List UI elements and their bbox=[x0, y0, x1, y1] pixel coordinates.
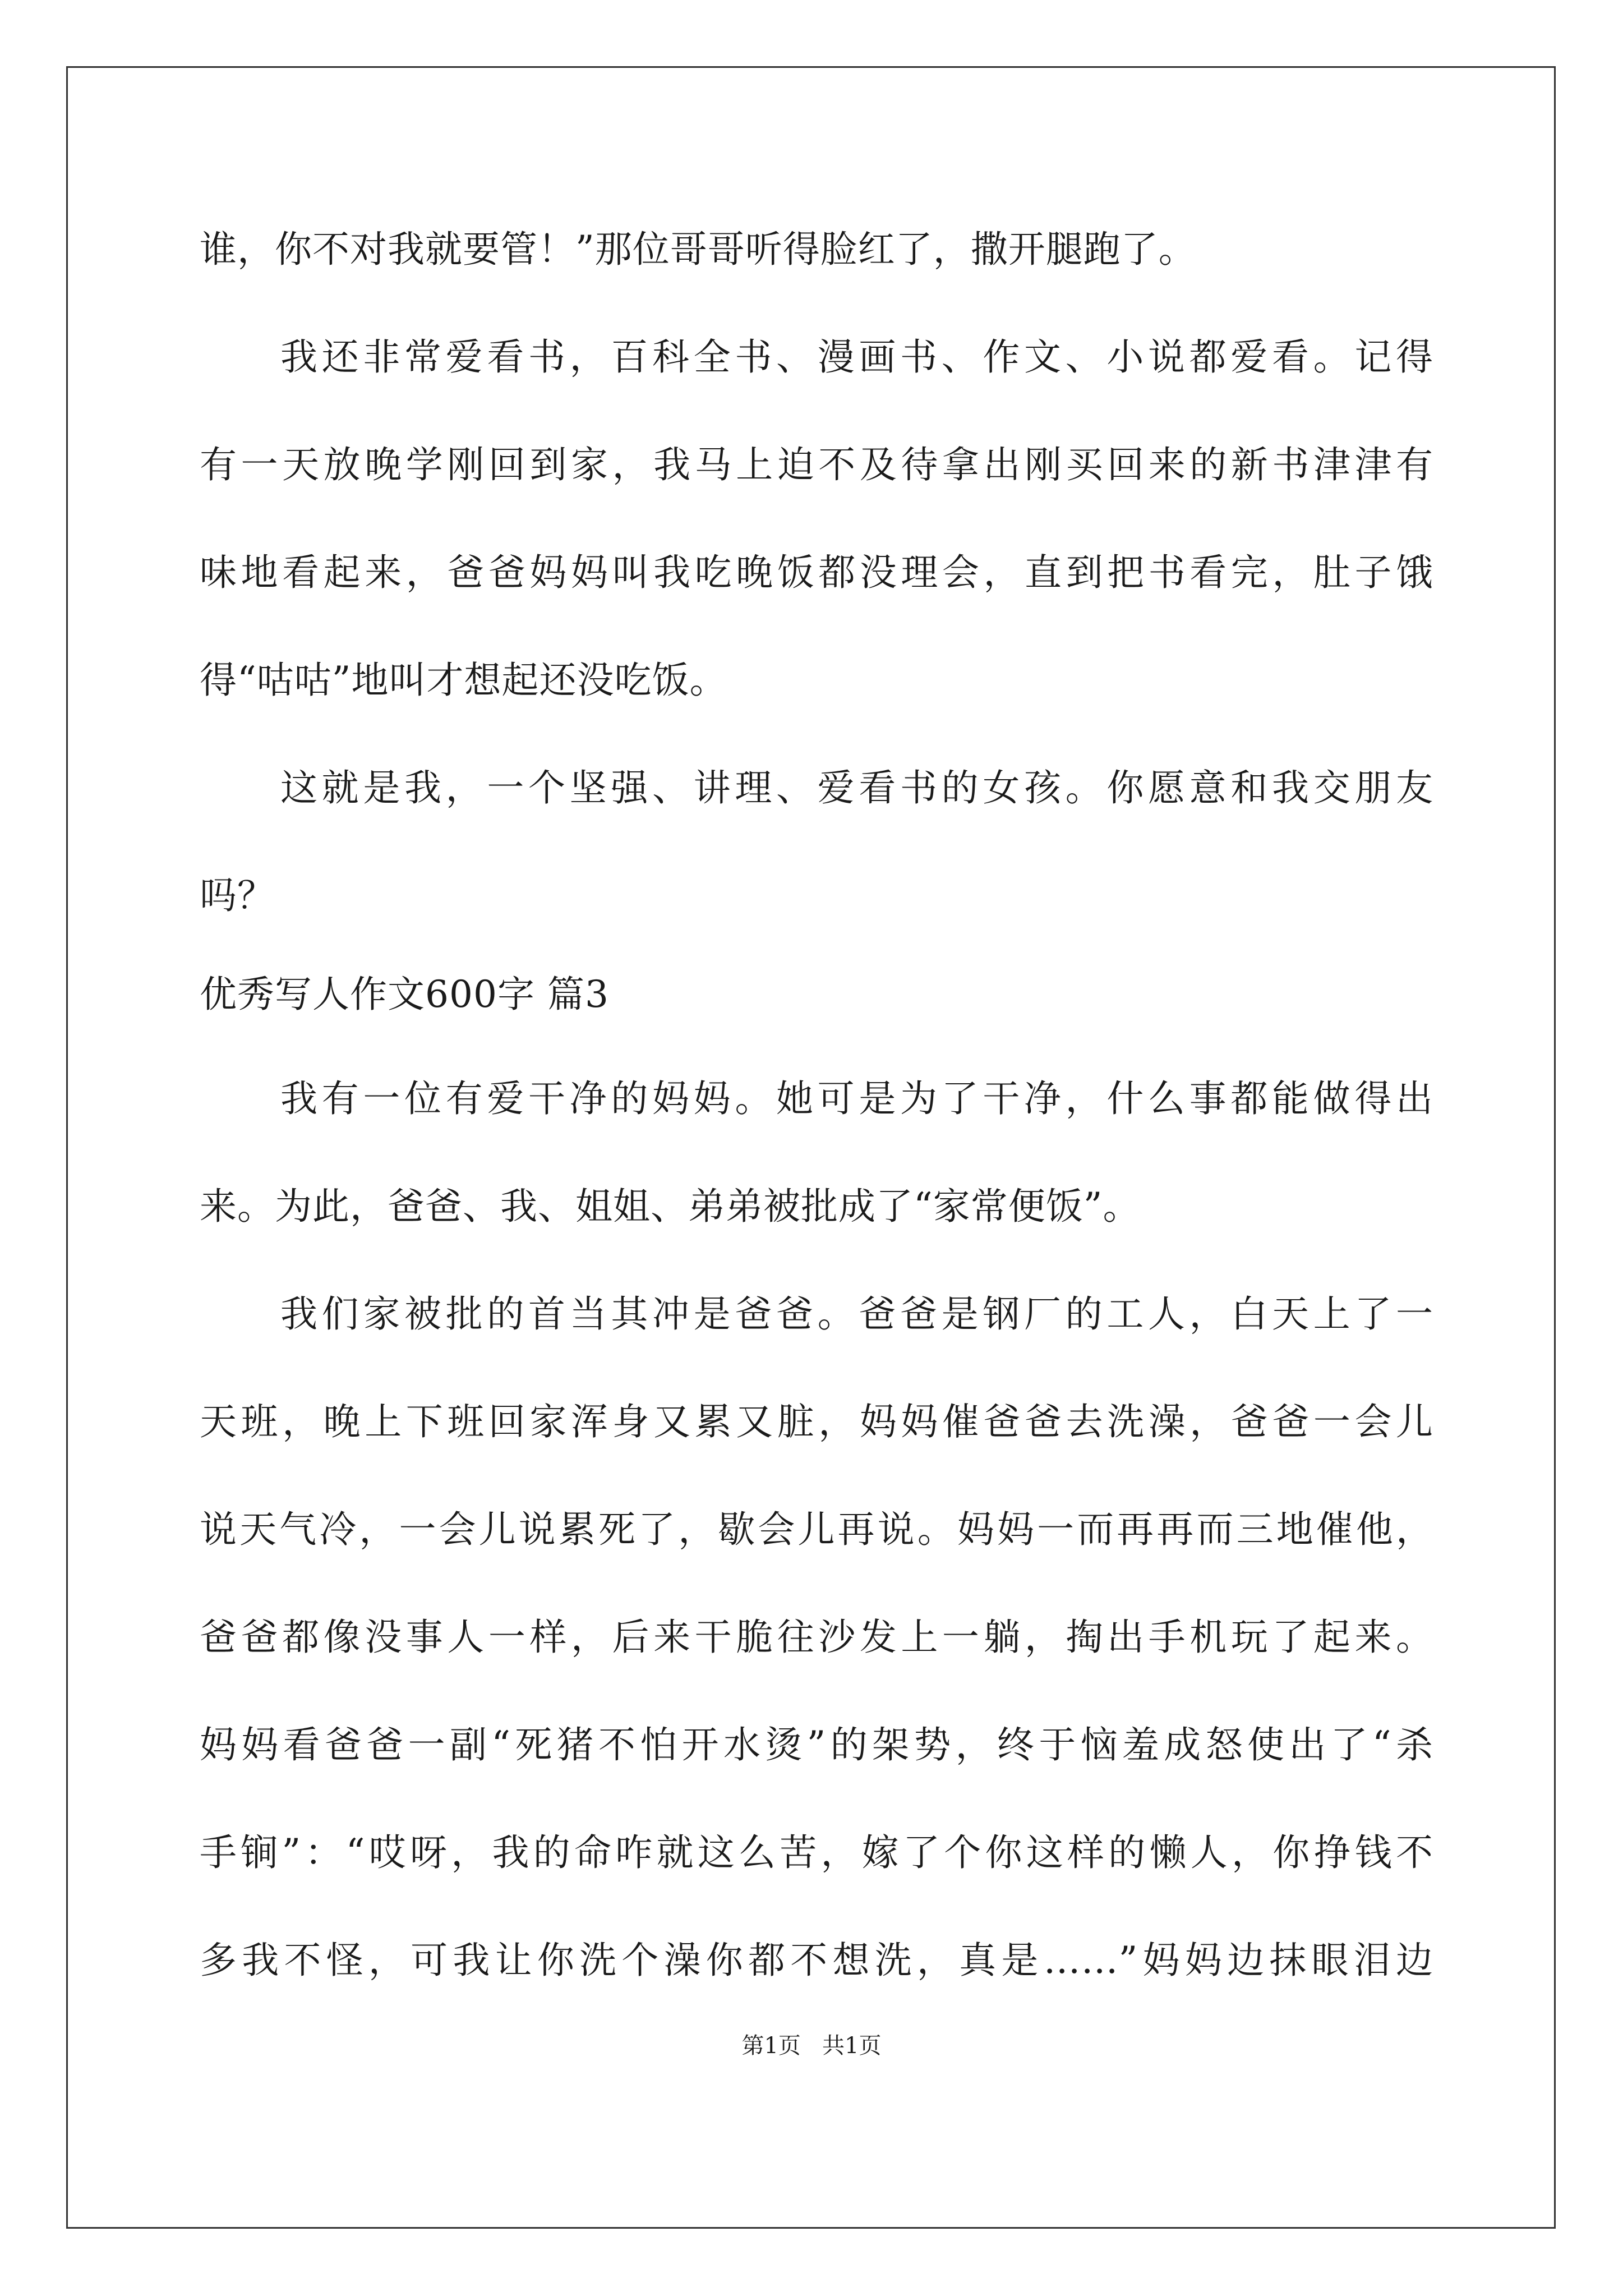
text-line: 有一天放晚学刚回到家，我马上迫不及待拿出刚买回来的新书津津有 bbox=[200, 443, 1433, 486]
page-footer: 第1页 共1页 bbox=[741, 2033, 882, 2059]
text-line: 我有一位有爱干净的妈妈。她可是为了干净，什么事都能做得出 bbox=[280, 1077, 1433, 1120]
section-heading: 优秀写人作文600字 篇3 bbox=[200, 973, 609, 1016]
text-line: 妈妈看爸爸一副“死猪不怕开水烫”的架势，终于恼羞成怒使出了“杀 bbox=[200, 1723, 1433, 1766]
text-line: 我还非常爱看书，百科全书、漫画书、作文、小说都爱看。记得 bbox=[280, 335, 1433, 379]
text-line: 得“咕咕”地叫才想起还没吃饭。 bbox=[200, 659, 727, 702]
text-line: 天班，晚上下班回家浑身又累又脏，妈妈催爸爸去洗澡，爸爸一会儿 bbox=[200, 1400, 1433, 1443]
text-line: 手锏”：“哎呀，我的命咋就这么苦，嫁了个你这样的懒人，你挣钱不 bbox=[200, 1831, 1433, 1874]
text-line: 我们家被批的首当其冲是爸爸。爸爸是钢厂的工人，白天上了一 bbox=[280, 1292, 1433, 1336]
page-border bbox=[66, 66, 1556, 2229]
text-line: 来。为此，爸爸、我、姐姐、弟弟被批成了“家常便饭”。 bbox=[200, 1185, 1141, 1228]
text-line: 多我不怪，可我让你洗个澡你都不想洗，真是……”妈妈边抹眼泪边 bbox=[200, 1939, 1433, 1982]
text-line: 味地看起来，爸爸妈妈叫我吃晚饭都没理会，直到把书看完，肚子饿 bbox=[200, 551, 1433, 594]
text-line: 这就是我，一个坚强、讲理、爱看书的女孩。你愿意和我交朋友 bbox=[280, 766, 1433, 809]
text-line: 爸爸都像没事人一样，后来干脆往沙发上一躺，掏出手机玩了起来。 bbox=[200, 1616, 1433, 1659]
text-line: 谁，你不对我就要管！”那位哥哥听得脸红了，撒开腿跑了。 bbox=[200, 228, 1196, 271]
text-line: 说天气冷，一会儿说累死了，歇会儿再说。妈妈一而再再而三地催他， bbox=[200, 1508, 1433, 1551]
text-line: 吗？ bbox=[200, 874, 275, 917]
